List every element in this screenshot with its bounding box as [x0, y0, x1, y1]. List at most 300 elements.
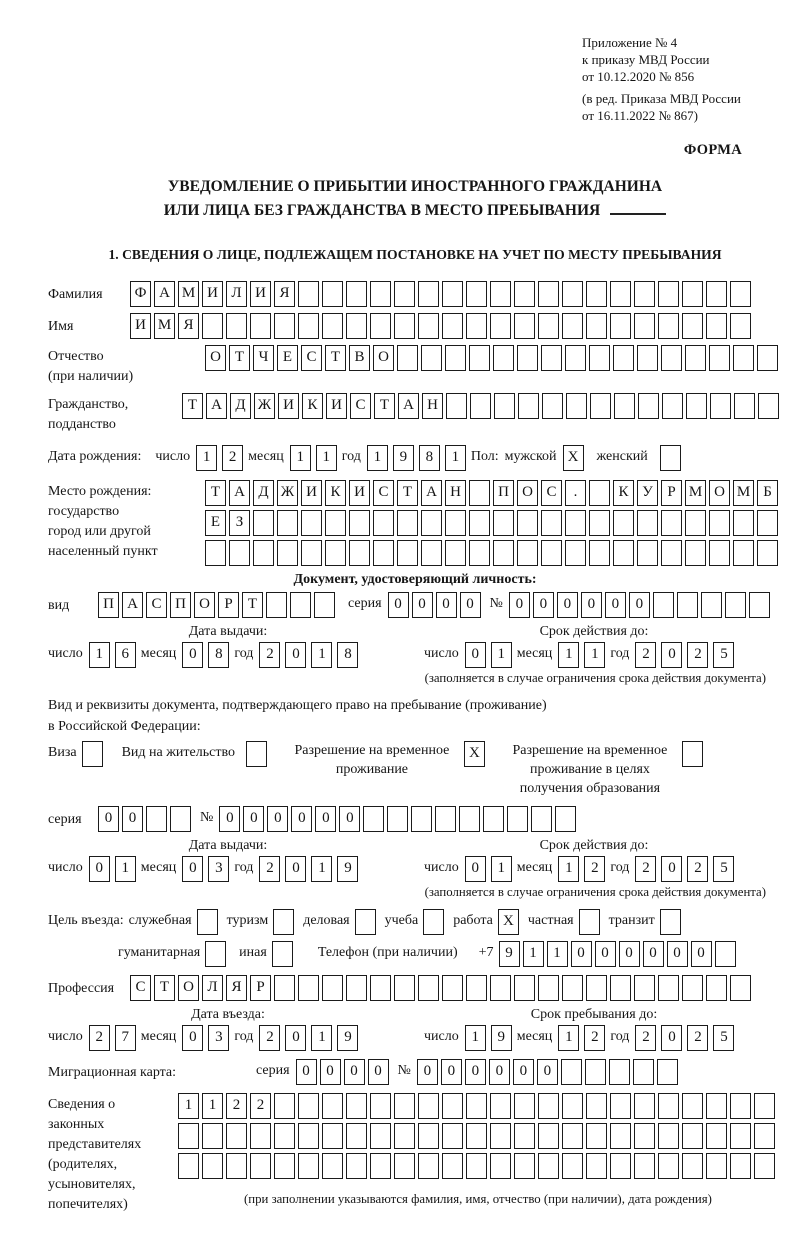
checkbox-cell[interactable]	[82, 741, 103, 767]
char-cell[interactable]: 1	[558, 642, 579, 668]
char-cell[interactable]: 2	[259, 1025, 280, 1051]
issue-day-boxes[interactable]	[89, 642, 141, 668]
char-cell[interactable]	[637, 345, 658, 371]
char-cell[interactable]: 8	[419, 445, 440, 471]
char-cell[interactable]	[250, 313, 271, 339]
char-cell[interactable]	[325, 510, 346, 536]
char-cell[interactable]: 0	[339, 806, 360, 832]
char-cell[interactable]	[658, 281, 679, 307]
char-cell[interactable]	[418, 281, 439, 307]
char-cell[interactable]	[418, 1123, 439, 1149]
char-cell[interactable]	[469, 480, 490, 506]
char-cell[interactable]	[562, 281, 583, 307]
char-cell[interactable]: 9	[393, 445, 414, 471]
purpose-business-checkbox[interactable]	[355, 909, 379, 935]
char-cell[interactable]	[394, 1093, 415, 1119]
char-cell[interactable]	[346, 313, 367, 339]
char-cell[interactable]	[589, 480, 610, 506]
char-cell[interactable]: 1	[196, 445, 217, 471]
char-cell[interactable]	[514, 1123, 535, 1149]
char-cell[interactable]	[445, 540, 466, 566]
char-cell[interactable]	[566, 393, 587, 419]
char-cell[interactable]	[653, 592, 674, 618]
char-cell[interactable]: 0	[595, 941, 616, 967]
char-cell[interactable]: 0	[661, 642, 682, 668]
char-cell[interactable]	[586, 1123, 607, 1149]
char-cell[interactable]	[205, 540, 226, 566]
char-cell[interactable]	[298, 1093, 319, 1119]
birth-place-line-1-boxes[interactable]	[205, 480, 781, 506]
char-cell[interactable]	[682, 1153, 703, 1179]
char-cell[interactable]: 1	[115, 856, 136, 882]
char-cell[interactable]: П	[493, 480, 514, 506]
char-cell[interactable]: 1	[311, 642, 332, 668]
residence-doc-series-boxes[interactable]	[98, 806, 194, 832]
checkbox-cell[interactable]: X	[498, 909, 519, 935]
char-cell[interactable]: 0	[619, 941, 640, 967]
char-cell[interactable]: 2	[687, 1025, 708, 1051]
purpose-transit-checkbox[interactable]	[660, 909, 684, 935]
char-cell[interactable]	[418, 313, 439, 339]
char-cell[interactable]	[613, 510, 634, 536]
checkbox-cell[interactable]	[205, 941, 226, 967]
char-cell[interactable]: 0	[122, 806, 143, 832]
char-cell[interactable]: 0	[557, 592, 578, 618]
char-cell[interactable]: 1	[202, 1093, 223, 1119]
char-cell[interactable]: 2	[584, 856, 605, 882]
checkbox-cell[interactable]	[273, 909, 294, 935]
migration-card-series-boxes[interactable]	[296, 1059, 392, 1085]
char-cell[interactable]: Н	[445, 480, 466, 506]
char-cell[interactable]	[493, 345, 514, 371]
char-cell[interactable]: 0	[571, 941, 592, 967]
char-cell[interactable]	[730, 1093, 751, 1119]
char-cell[interactable]	[538, 975, 559, 1001]
entry-year-boxes[interactable]	[259, 1025, 363, 1051]
char-cell[interactable]	[226, 313, 247, 339]
char-cell[interactable]	[469, 540, 490, 566]
char-cell[interactable]: 1	[445, 445, 466, 471]
char-cell[interactable]	[314, 592, 335, 618]
char-cell[interactable]	[514, 1093, 535, 1119]
char-cell[interactable]	[322, 975, 343, 1001]
char-cell[interactable]: Т	[325, 345, 346, 371]
char-cell[interactable]	[541, 345, 562, 371]
char-cell[interactable]: 1	[290, 445, 311, 471]
char-cell[interactable]	[202, 1123, 223, 1149]
char-cell[interactable]: 2	[259, 642, 280, 668]
char-cell[interactable]: М	[178, 281, 199, 307]
char-cell[interactable]	[514, 1153, 535, 1179]
char-cell[interactable]: 0	[89, 856, 110, 882]
char-cell[interactable]	[370, 975, 391, 1001]
char-cell[interactable]: А	[229, 480, 250, 506]
char-cell[interactable]: Р	[250, 975, 271, 1001]
citizenship-boxes[interactable]	[182, 393, 782, 419]
char-cell[interactable]: О	[517, 480, 538, 506]
char-cell[interactable]	[562, 1153, 583, 1179]
char-cell[interactable]	[634, 1123, 655, 1149]
char-cell[interactable]: Ж	[254, 393, 275, 419]
char-cell[interactable]: Д	[253, 480, 274, 506]
expiry-day-boxes[interactable]	[465, 642, 517, 668]
char-cell[interactable]: П	[98, 592, 119, 618]
char-cell[interactable]: 0	[691, 941, 712, 967]
char-cell[interactable]	[373, 510, 394, 536]
char-cell[interactable]	[706, 1093, 727, 1119]
char-cell[interactable]: 0	[412, 592, 433, 618]
char-cell[interactable]	[418, 975, 439, 1001]
char-cell[interactable]	[301, 540, 322, 566]
char-cell[interactable]	[541, 540, 562, 566]
char-cell[interactable]: С	[373, 480, 394, 506]
char-cell[interactable]: И	[202, 281, 223, 307]
char-cell[interactable]: 1	[491, 856, 512, 882]
expiry-year-boxes[interactable]	[635, 856, 739, 882]
expiry-year-boxes[interactable]	[635, 642, 739, 668]
char-cell[interactable]	[541, 510, 562, 536]
char-cell[interactable]	[538, 1093, 559, 1119]
char-cell[interactable]	[349, 510, 370, 536]
char-cell[interactable]	[411, 806, 432, 832]
char-cell[interactable]	[610, 313, 631, 339]
char-cell[interactable]: 0	[320, 1059, 341, 1085]
issue-year-boxes[interactable]	[259, 856, 363, 882]
char-cell[interactable]: 9	[337, 856, 358, 882]
checkbox-cell[interactable]	[246, 741, 267, 767]
char-cell[interactable]: 0	[417, 1059, 438, 1085]
char-cell[interactable]: 1	[311, 1025, 332, 1051]
char-cell[interactable]	[250, 1153, 271, 1179]
char-cell[interactable]: Л	[226, 281, 247, 307]
char-cell[interactable]	[633, 1059, 654, 1085]
char-cell[interactable]	[715, 941, 736, 967]
char-cell[interactable]	[370, 281, 391, 307]
char-cell[interactable]: О	[194, 592, 215, 618]
char-cell[interactable]	[322, 1123, 343, 1149]
char-cell[interactable]	[394, 1153, 415, 1179]
char-cell[interactable]: 2	[635, 856, 656, 882]
char-cell[interactable]: З	[229, 510, 250, 536]
char-cell[interactable]	[394, 1123, 415, 1149]
char-cell[interactable]	[637, 510, 658, 536]
char-cell[interactable]	[394, 313, 415, 339]
char-cell[interactable]	[562, 975, 583, 1001]
char-cell[interactable]: 5	[713, 856, 734, 882]
char-cell[interactable]: 0	[605, 592, 626, 618]
char-cell[interactable]: 0	[460, 592, 481, 618]
char-cell[interactable]: Л	[202, 975, 223, 1001]
char-cell[interactable]: .	[565, 480, 586, 506]
legal-reps-line-2-boxes[interactable]	[178, 1123, 778, 1149]
char-cell[interactable]	[466, 975, 487, 1001]
char-cell[interactable]	[610, 975, 631, 1001]
checkbox-cell[interactable]: X	[563, 445, 584, 471]
char-cell[interactable]	[562, 313, 583, 339]
char-cell[interactable]	[661, 345, 682, 371]
checkbox-cell[interactable]	[272, 941, 293, 967]
char-cell[interactable]	[266, 592, 287, 618]
checkbox-cell[interactable]	[682, 741, 703, 767]
purpose-other-checkbox[interactable]	[272, 941, 296, 967]
char-cell[interactable]: А	[206, 393, 227, 419]
char-cell[interactable]	[514, 975, 535, 1001]
char-cell[interactable]	[202, 1153, 223, 1179]
char-cell[interactable]	[466, 1153, 487, 1179]
char-cell[interactable]: А	[421, 480, 442, 506]
entry-day-boxes[interactable]	[89, 1025, 141, 1051]
char-cell[interactable]: И	[301, 480, 322, 506]
char-cell[interactable]	[590, 393, 611, 419]
char-cell[interactable]	[322, 313, 343, 339]
char-cell[interactable]	[609, 1059, 630, 1085]
char-cell[interactable]	[493, 510, 514, 536]
identity-doc-number-boxes[interactable]	[509, 592, 773, 618]
char-cell[interactable]	[733, 540, 754, 566]
char-cell[interactable]: 0	[661, 1025, 682, 1051]
char-cell[interactable]: 0	[436, 592, 457, 618]
stay-year-boxes[interactable]	[635, 1025, 739, 1051]
char-cell[interactable]: Т	[182, 393, 203, 419]
char-cell[interactable]	[322, 1093, 343, 1119]
char-cell[interactable]	[229, 540, 250, 566]
char-cell[interactable]	[490, 1093, 511, 1119]
char-cell[interactable]: О	[373, 345, 394, 371]
char-cell[interactable]	[517, 540, 538, 566]
char-cell[interactable]	[685, 540, 706, 566]
checkbox-cell[interactable]	[660, 909, 681, 935]
char-cell[interactable]: С	[301, 345, 322, 371]
char-cell[interactable]: Т	[374, 393, 395, 419]
char-cell[interactable]	[493, 540, 514, 566]
char-cell[interactable]	[754, 1153, 775, 1179]
char-cell[interactable]	[531, 806, 552, 832]
char-cell[interactable]	[490, 1123, 511, 1149]
checkbox-cell[interactable]	[197, 909, 218, 935]
char-cell[interactable]	[613, 345, 634, 371]
char-cell[interactable]: 0	[285, 856, 306, 882]
char-cell[interactable]	[538, 313, 559, 339]
char-cell[interactable]	[418, 1093, 439, 1119]
identity-doc-series-boxes[interactable]	[388, 592, 484, 618]
char-cell[interactable]: 1	[584, 642, 605, 668]
char-cell[interactable]	[298, 1153, 319, 1179]
char-cell[interactable]: 0	[182, 856, 203, 882]
char-cell[interactable]	[466, 1123, 487, 1149]
char-cell[interactable]	[586, 313, 607, 339]
char-cell[interactable]: М	[733, 480, 754, 506]
char-cell[interactable]	[565, 510, 586, 536]
char-cell[interactable]: И	[278, 393, 299, 419]
char-cell[interactable]	[589, 510, 610, 536]
char-cell[interactable]	[585, 1059, 606, 1085]
char-cell[interactable]	[662, 393, 683, 419]
given-name-boxes[interactable]	[130, 313, 754, 339]
char-cell[interactable]: 0	[388, 592, 409, 618]
char-cell[interactable]	[538, 1153, 559, 1179]
char-cell[interactable]: 9	[491, 1025, 512, 1051]
char-cell[interactable]	[709, 345, 730, 371]
char-cell[interactable]: У	[637, 480, 658, 506]
char-cell[interactable]	[490, 313, 511, 339]
char-cell[interactable]	[754, 1093, 775, 1119]
char-cell[interactable]	[555, 806, 576, 832]
char-cell[interactable]	[178, 1123, 199, 1149]
char-cell[interactable]	[514, 281, 535, 307]
char-cell[interactable]	[586, 281, 607, 307]
char-cell[interactable]	[470, 393, 491, 419]
char-cell[interactable]	[685, 345, 706, 371]
char-cell[interactable]: И	[250, 281, 271, 307]
stay-month-boxes[interactable]	[558, 1025, 610, 1051]
char-cell[interactable]	[758, 393, 779, 419]
purpose-humanitarian-checkbox[interactable]	[205, 941, 229, 967]
char-cell[interactable]	[469, 345, 490, 371]
char-cell[interactable]: 1	[558, 856, 579, 882]
char-cell[interactable]	[749, 592, 770, 618]
char-cell[interactable]: А	[154, 281, 175, 307]
char-cell[interactable]: 2	[687, 856, 708, 882]
char-cell[interactable]	[277, 510, 298, 536]
char-cell[interactable]	[370, 1093, 391, 1119]
surname-boxes[interactable]	[130, 281, 754, 307]
char-cell[interactable]: 1	[311, 856, 332, 882]
char-cell[interactable]: 2	[687, 642, 708, 668]
char-cell[interactable]	[589, 345, 610, 371]
char-cell[interactable]	[442, 1153, 463, 1179]
char-cell[interactable]: 2	[226, 1093, 247, 1119]
char-cell[interactable]: 0	[291, 806, 312, 832]
char-cell[interactable]: 0	[537, 1059, 558, 1085]
char-cell[interactable]	[685, 510, 706, 536]
temp-residence-checkbox[interactable]	[464, 741, 488, 767]
char-cell[interactable]: П	[170, 592, 191, 618]
char-cell[interactable]: 0	[219, 806, 240, 832]
char-cell[interactable]	[730, 1153, 751, 1179]
char-cell[interactable]: 0	[344, 1059, 365, 1085]
char-cell[interactable]: 2	[259, 856, 280, 882]
residence-permit-checkbox[interactable]	[246, 741, 270, 767]
char-cell[interactable]: 1	[558, 1025, 579, 1051]
entry-month-boxes[interactable]	[182, 1025, 234, 1051]
char-cell[interactable]	[682, 281, 703, 307]
checkbox-cell[interactable]	[660, 445, 681, 471]
char-cell[interactable]	[397, 345, 418, 371]
char-cell[interactable]: Я	[226, 975, 247, 1001]
char-cell[interactable]	[638, 393, 659, 419]
char-cell[interactable]	[442, 281, 463, 307]
char-cell[interactable]	[346, 281, 367, 307]
char-cell[interactable]: 0	[285, 1025, 306, 1051]
char-cell[interactable]	[298, 281, 319, 307]
sex-male-checkbox[interactable]	[563, 445, 587, 471]
char-cell[interactable]	[421, 510, 442, 536]
char-cell[interactable]	[517, 345, 538, 371]
purpose-tourism-checkbox[interactable]	[273, 909, 297, 935]
char-cell[interactable]: 9	[337, 1025, 358, 1051]
char-cell[interactable]: 8	[337, 642, 358, 668]
char-cell[interactable]	[421, 540, 442, 566]
char-cell[interactable]	[637, 540, 658, 566]
identity-doc-kind-boxes[interactable]	[98, 592, 338, 618]
char-cell[interactable]	[733, 510, 754, 536]
char-cell[interactable]	[562, 1093, 583, 1119]
char-cell[interactable]	[253, 510, 274, 536]
char-cell[interactable]	[614, 393, 635, 419]
char-cell[interactable]	[370, 313, 391, 339]
char-cell[interactable]: Т	[242, 592, 263, 618]
purpose-private-checkbox[interactable]	[579, 909, 603, 935]
char-cell[interactable]	[634, 975, 655, 1001]
char-cell[interactable]: 1	[547, 941, 568, 967]
char-cell[interactable]	[734, 393, 755, 419]
char-cell[interactable]: 0	[182, 642, 203, 668]
char-cell[interactable]: 1	[491, 642, 512, 668]
char-cell[interactable]	[469, 510, 490, 536]
purpose-work-checkbox[interactable]	[498, 909, 522, 935]
char-cell[interactable]	[730, 1123, 751, 1149]
char-cell[interactable]: 0	[296, 1059, 317, 1085]
char-cell[interactable]	[634, 1153, 655, 1179]
char-cell[interactable]: Я	[274, 281, 295, 307]
char-cell[interactable]: С	[130, 975, 151, 1001]
char-cell[interactable]	[442, 313, 463, 339]
char-cell[interactable]	[706, 975, 727, 1001]
char-cell[interactable]	[706, 1123, 727, 1149]
char-cell[interactable]: 0	[643, 941, 664, 967]
char-cell[interactable]	[565, 345, 586, 371]
char-cell[interactable]: 0	[315, 806, 336, 832]
char-cell[interactable]: 1	[178, 1093, 199, 1119]
char-cell[interactable]	[274, 1123, 295, 1149]
char-cell[interactable]	[226, 1123, 247, 1149]
char-cell[interactable]: 0	[182, 1025, 203, 1051]
char-cell[interactable]	[274, 975, 295, 1001]
char-cell[interactable]	[586, 975, 607, 1001]
char-cell[interactable]	[561, 1059, 582, 1085]
birth-month-boxes[interactable]	[290, 445, 342, 471]
sex-female-checkbox[interactable]	[660, 445, 684, 471]
char-cell[interactable]	[517, 510, 538, 536]
char-cell[interactable]	[634, 313, 655, 339]
char-cell[interactable]	[442, 1093, 463, 1119]
char-cell[interactable]	[682, 975, 703, 1001]
legal-reps-line-1-boxes[interactable]	[178, 1093, 778, 1119]
char-cell[interactable]	[634, 1093, 655, 1119]
char-cell[interactable]: 0	[465, 1059, 486, 1085]
char-cell[interactable]: 2	[89, 1025, 110, 1051]
char-cell[interactable]	[634, 281, 655, 307]
char-cell[interactable]	[349, 540, 370, 566]
char-cell[interactable]: 1	[523, 941, 544, 967]
char-cell[interactable]: 0	[629, 592, 650, 618]
checkbox-cell[interactable]	[579, 909, 600, 935]
temp-residence-education-checkbox[interactable]	[682, 741, 706, 767]
char-cell[interactable]	[346, 1153, 367, 1179]
char-cell[interactable]	[730, 975, 751, 1001]
char-cell[interactable]	[446, 393, 467, 419]
char-cell[interactable]	[373, 540, 394, 566]
char-cell[interactable]: 0	[285, 642, 306, 668]
char-cell[interactable]: 1	[89, 642, 110, 668]
char-cell[interactable]	[274, 1153, 295, 1179]
char-cell[interactable]: 5	[713, 642, 734, 668]
char-cell[interactable]	[757, 345, 778, 371]
char-cell[interactable]: Е	[205, 510, 226, 536]
char-cell[interactable]: Т	[229, 345, 250, 371]
char-cell[interactable]: 0	[509, 592, 530, 618]
char-cell[interactable]	[677, 592, 698, 618]
